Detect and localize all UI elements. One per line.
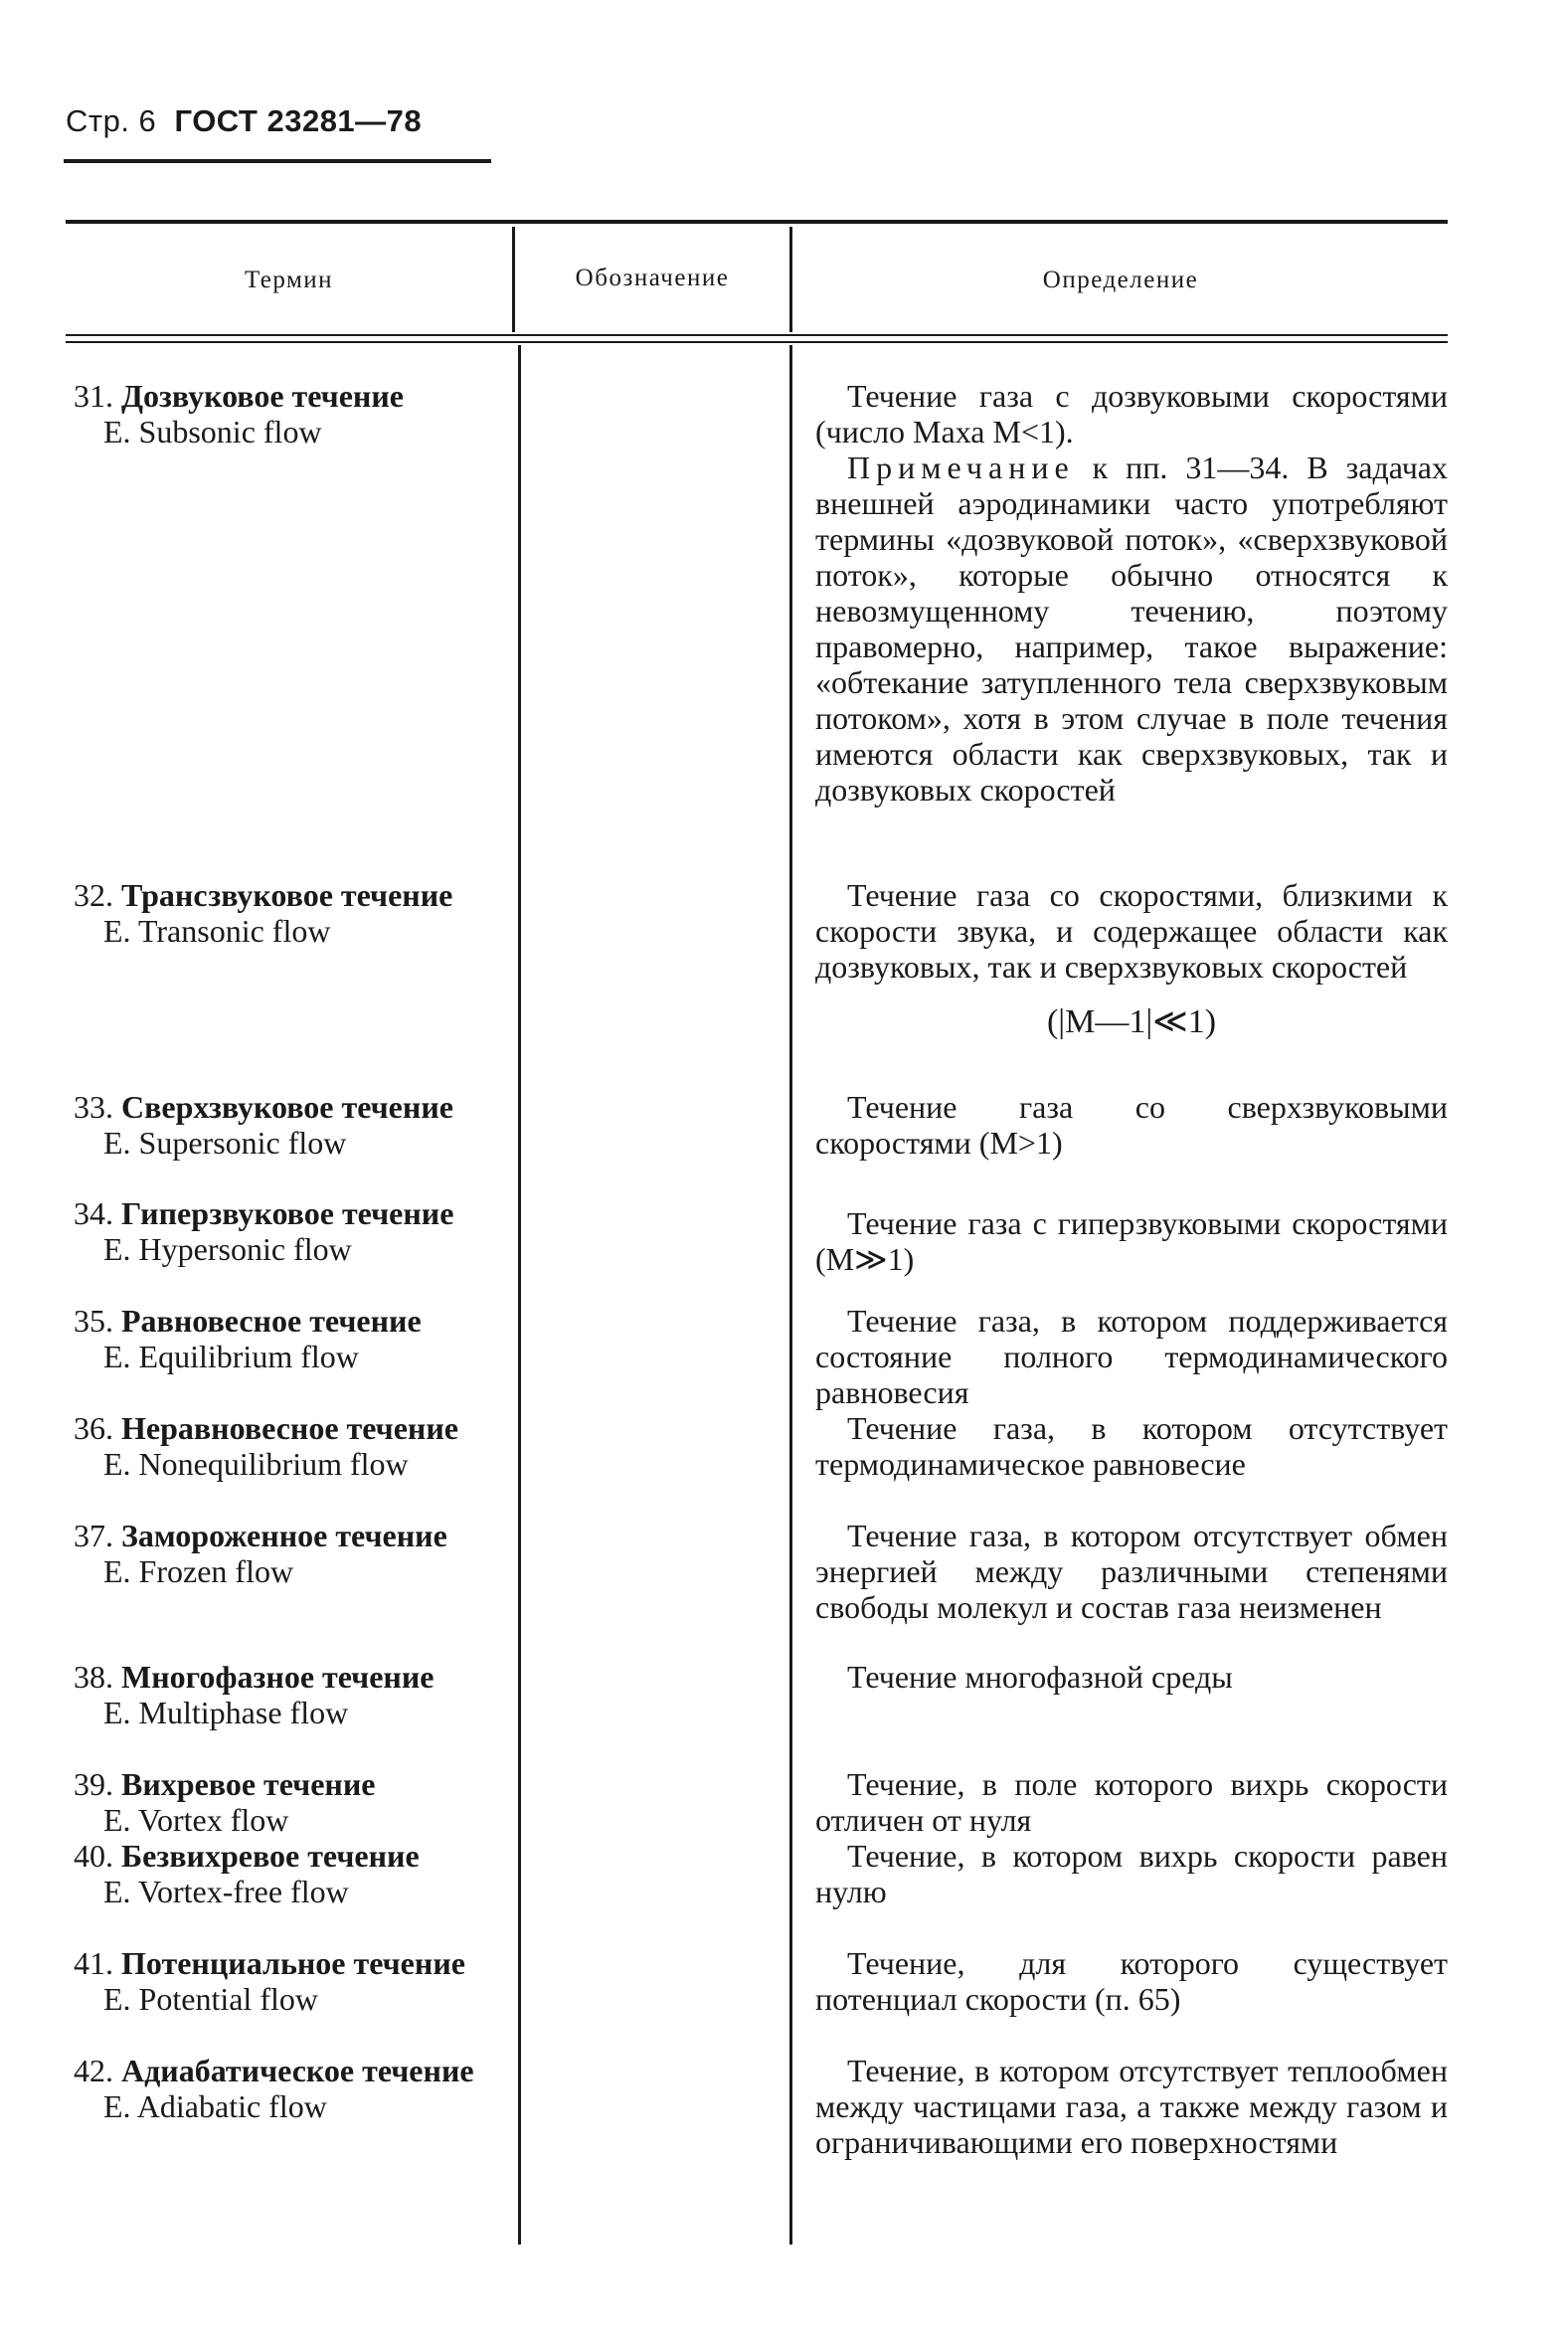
term-english: E. Frozen flow <box>103 1553 294 1589</box>
definition-text: Течение газа, в котором отсутствует термодинамическое равновесие <box>815 1410 1448 1482</box>
definition-cell <box>815 2053 1448 2160</box>
term-name: Гиперзвуковое течение <box>121 1195 454 1231</box>
term-name: Многофазное течение <box>121 1659 435 1695</box>
definition-text: Течение, для которого существует потенциал скорости (п. 65) <box>815 1945 1448 2017</box>
term-cell: 31. Дозвуковое течение E. Subsonic flow <box>74 378 496 450</box>
term-cell: 32. Трансзвуковое течение E. Transonic flow <box>74 877 496 949</box>
definition-text: Течение газа, в котором поддерживается состояние полного термодинамического равновесия <box>815 1303 1448 1410</box>
definition-cell <box>815 1303 1448 1410</box>
term-name: Безвихревое течение <box>121 1838 420 1874</box>
note <box>815 450 1448 808</box>
definition-text: Течение газа с дозвуковыми скоростями (число Маха M<1). <box>815 378 1448 450</box>
definition-text: Течение газа, в котором отсутствует обмен энергией между различными степенями свободы молекул и состав газа неизменен <box>815 1518 1448 1625</box>
term-cell: 33. Сверхзвуковое течение E. Supersonic flow <box>74 1089 496 1161</box>
page-header <box>66 103 422 139</box>
definition-text: Течение газа со сверхзвуковыми скоростями (M>1) <box>815 1089 1448 1161</box>
term-name: Неравновесное течение <box>121 1410 458 1446</box>
term-name: Замороженное течение <box>121 1518 447 1553</box>
formula: (|M—1|≪1) <box>1046 1003 1217 1040</box>
term-cell: 42. Адиабатическое течение E. Adiabatic flow <box>74 2053 496 2124</box>
note-text: к пп. 31—34. В задачах внешней аэродинамики часто употребляют термины «дозвуковой поток», «сверхзвуковой поток», которые обычно относятся к невозмущенному течению, поэтому правомерно, например, такое выражение: «обтекание затупленного тела сверхзвуковым потоком», хотя в этом случае в поле течения имеются области как сверхзвуковых, так и дозвуковых скоростей <box>815 450 1448 808</box>
term-name: Потенциальное течение <box>121 1945 465 1981</box>
column-header-term: Термин <box>244 267 334 293</box>
header-bottom-rule-2 <box>66 341 1448 343</box>
definition-cell <box>815 1518 1448 1625</box>
definition-text: Течение газа со скоростями, близкими к скорости звука, и содержащее области как дозвуковых, так и сверхзвуковых скоростей <box>815 877 1448 985</box>
term-cell: 36. Неравновесное течение E. Nonequilibrium flow <box>74 1410 496 1482</box>
term-english: E. Potential flow <box>103 1981 318 2017</box>
column-header-definition: Определение <box>1042 267 1199 293</box>
term-cell: 40. Безвихревое течение E. Vortex-free flow <box>74 1838 496 1909</box>
term-name: Трансзвуковое течение <box>121 877 453 913</box>
term-english: E. Supersonic flow <box>103 1125 347 1161</box>
term-english: E. Vortex-free flow <box>103 1874 349 1909</box>
term-name: Вихревое течение <box>121 1766 376 1802</box>
column-header-symbol: Обозначение <box>575 265 730 291</box>
term-english: E. Vortex flow <box>103 1802 289 1838</box>
term-cell: 35. Равновесное течение E. Equilibrium flow <box>74 1303 496 1374</box>
definition-cell <box>815 1838 1448 1909</box>
term-english: E. Equilibrium flow <box>103 1339 359 1374</box>
term-name: Адиабатическое течение <box>121 2053 474 2088</box>
term-english: E. Subsonic flow <box>103 414 322 450</box>
term-english: E. Transonic flow <box>103 913 331 949</box>
term-cell: 39. Вихревое течение E. Vortex flow <box>74 1766 496 1838</box>
table-top-rule <box>66 220 1448 224</box>
definition-cell <box>815 1205 1448 1277</box>
definition-cell <box>815 1659 1448 1695</box>
header-bottom-rule <box>66 334 1448 336</box>
term-cell: 34. Гиперзвуковое течение E. Hypersonic flow <box>74 1195 496 1267</box>
term-cell: 38. Многофазное течение E. Multiphase flow <box>74 1659 496 1730</box>
definition-cell <box>815 1766 1448 1838</box>
term-english: E. Adiabatic flow <box>103 2088 327 2124</box>
column-divider-2-body <box>789 345 792 2245</box>
column-divider-1-body <box>518 345 521 2245</box>
definition-text: Течение, в поле которого вихрь скорости отличен от нуля <box>815 1766 1448 1838</box>
term-cell: 37. Замороженное течение E. Frozen flow <box>74 1518 496 1589</box>
page-number: Стр. 6 <box>66 103 157 138</box>
term-english: E. Hypersonic flow <box>103 1231 352 1267</box>
term-english: E. Multiphase flow <box>103 1695 349 1730</box>
definition-text: Течение газа с гиперзвуковыми скоростями (M≫1) <box>815 1205 1448 1277</box>
definition-text: Течение, в котором вихрь скорости равен нулю <box>815 1838 1448 1909</box>
term-name: Дозвуковое течение <box>121 378 404 414</box>
definition-cell <box>815 1410 1448 1482</box>
definition-cell <box>815 1945 1448 2017</box>
term-english: E. Nonequilibrium flow <box>103 1446 409 1482</box>
definition-cell <box>815 877 1448 1040</box>
note-label: Примечание <box>847 450 1075 485</box>
definition-text: Течение, в котором отсутствует теплообмен между частицами газа, а также между газом и ограничивающими его поверхностями <box>815 2053 1448 2160</box>
definition-text: Течение многофазной среды <box>847 1659 1233 1695</box>
definition-cell <box>815 378 1448 808</box>
standard-number: ГОСТ 23281—78 <box>174 103 423 138</box>
header-rule <box>64 159 491 163</box>
term-name: Сверхзвуковое течение <box>121 1089 453 1125</box>
term-name: Равновесное течение <box>121 1303 422 1339</box>
definition-cell <box>815 1089 1448 1161</box>
term-cell: 41. Потенциальное течение E. Potential flow <box>74 1945 496 2017</box>
